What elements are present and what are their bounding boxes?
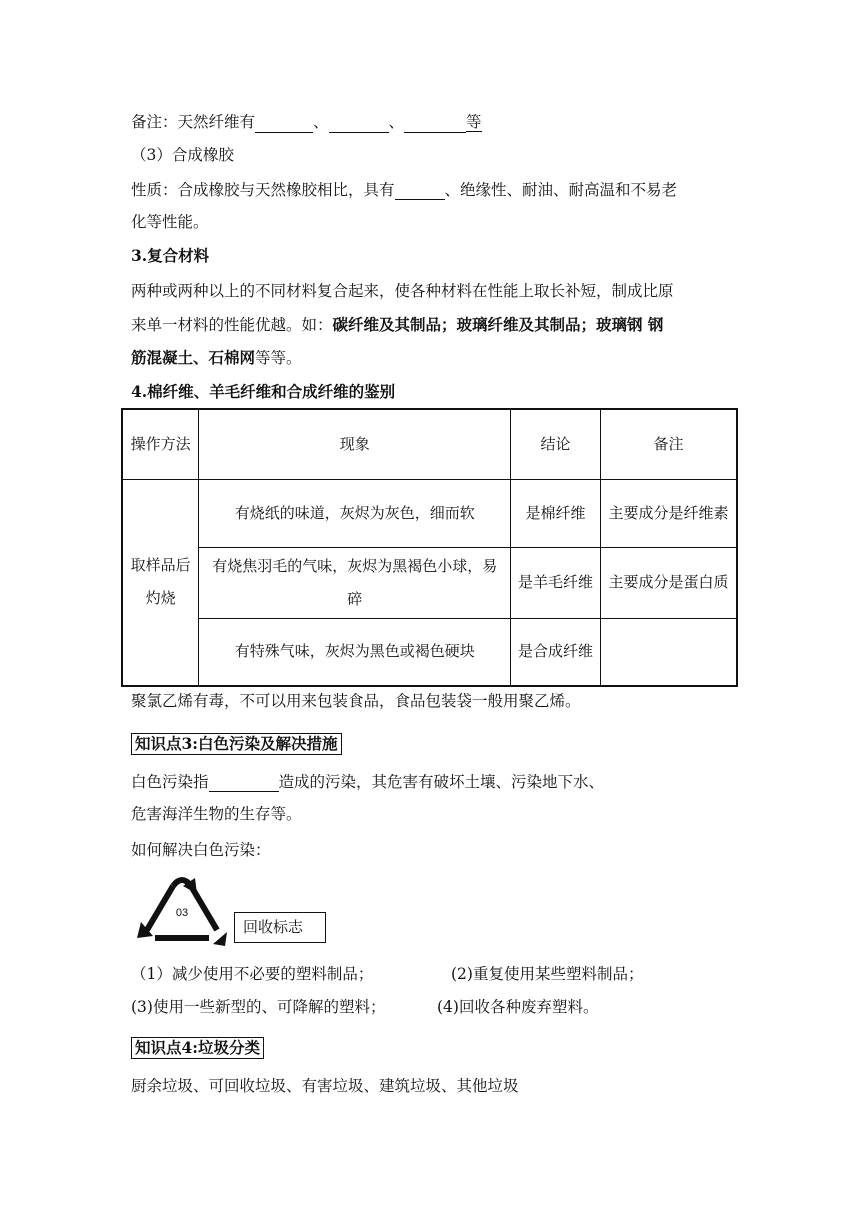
rubber-prop-b: 、绝缘性、耐油、耐高温和不易老 xyxy=(444,181,678,199)
phenomenon-cell: 有烧焦羽毛的气味，灰烬为黑褐色小球，易碎 xyxy=(199,547,511,618)
note-cell: 主要成分是纤维素 xyxy=(600,479,737,547)
garbage-categories: 厨余垃圾、可回收垃圾、有害垃圾、建筑垃圾、其他垃圾 xyxy=(131,1077,519,1095)
measures-row-1 xyxy=(131,964,373,984)
rubber-property-line-2: 化等性能。 xyxy=(131,213,209,231)
notes-line xyxy=(131,112,482,133)
composite-line-2-plain: 来单一材料的性能优越。如： xyxy=(131,316,333,334)
identification-heading: 4.棉纤维、羊毛纤维和合成纤维的鉴别 xyxy=(131,382,396,401)
knowledge-point-3-label: 知识点3:白色污染及解决措施 xyxy=(131,733,342,755)
knowledge-point-3-badge xyxy=(131,733,342,755)
white-pollution-how: 如何解决白色污染： xyxy=(131,841,271,859)
measure-2: (2)重复使用某些塑料制品； xyxy=(451,965,644,983)
pvc-note: 聚氯乙烯有毒，不可以用来包装食品，食品包装袋一般用聚乙烯。 xyxy=(131,692,581,710)
rubber-prop-a: 性质：合成橡胶与天然橡胶相比，具有 xyxy=(131,181,395,199)
blank-elasticity xyxy=(395,183,445,200)
phenomenon-cell: 有烧纸的味道，灰烬为灰色，细而软 xyxy=(199,479,511,547)
composite-line-1: 两种或两种以上的不同材料复合起来，使各种材料在性能上取长补短，制成比原 xyxy=(131,282,674,300)
note-cell: 主要成分是蛋白质 xyxy=(600,547,737,618)
blank-fiber-2 xyxy=(329,116,389,133)
composite-line-2 xyxy=(131,315,663,335)
blank-fiber-1 xyxy=(255,116,313,133)
conclusion-cell: 是合成纤维 xyxy=(511,618,601,686)
header-conclusion: 结论 xyxy=(511,409,601,479)
white-pollution-line-1 xyxy=(131,772,604,792)
blank-fiber-3 xyxy=(404,116,466,133)
composite-line-3-plain: 等等。 xyxy=(255,349,302,367)
blank-pollution-source xyxy=(209,775,279,792)
table-header-row xyxy=(122,409,737,479)
recycle-symbol xyxy=(133,872,231,946)
header-method: 操作方法 xyxy=(122,409,199,479)
composite-examples-2: 筋混凝土、石棉网 xyxy=(131,348,256,367)
white-pollution-line-2: 危害海洋生物的生存等。 xyxy=(131,805,302,823)
measure-3: (3)使用一些新型的、可降解的塑料； xyxy=(131,998,386,1016)
header-phenomenon: 现象 xyxy=(199,409,511,479)
white-pollution-def-a: 白色污染指 xyxy=(131,773,209,791)
recycle-label-box: 回收标志 xyxy=(234,912,326,943)
notes-sep-2: 、 xyxy=(388,113,405,131)
rubber-property-line-1 xyxy=(131,180,677,200)
note-cell xyxy=(600,618,737,686)
notes-prefix: 备注：天然纤维有 xyxy=(131,113,256,131)
conclusion-cell: 是棉纤维 xyxy=(511,479,601,547)
conclusion-cell: 是羊毛纤维 xyxy=(511,547,601,618)
notes-suffix: 等 xyxy=(466,113,482,131)
composite-examples-1: 碳纤维及其制品；玻璃纤维及其制品；玻璃钢 钢 xyxy=(332,315,664,334)
fiber-identification-table xyxy=(121,408,738,687)
measure-4: (4)回收各种废弃塑料。 xyxy=(437,998,599,1016)
measure-1: （1）减少使用不必要的塑料制品； xyxy=(131,965,374,983)
table-row xyxy=(122,618,737,686)
method-cell: 取样品后灼烧 xyxy=(122,479,199,686)
recycle-arrow-left xyxy=(147,886,173,930)
recycle-number: 03 xyxy=(175,907,189,919)
phenomenon-cell: 有特殊气味，灰烬为黑色或褐色硬块 xyxy=(199,618,511,686)
composite-heading: 3.复合材料 xyxy=(131,246,210,265)
knowledge-point-4-label: 知识点4:垃圾分类 xyxy=(131,1037,264,1059)
recycle-arrowhead-right xyxy=(213,932,227,946)
knowledge-point-4-badge xyxy=(131,1037,264,1059)
composite-line-3 xyxy=(131,348,302,368)
rubber-heading: （3）合成橡胶 xyxy=(131,146,234,164)
table-row xyxy=(122,547,737,618)
table-row xyxy=(122,479,737,547)
recycle-triangle-icon xyxy=(133,872,231,946)
header-note: 备注 xyxy=(600,409,737,479)
notes-sep-1: 、 xyxy=(313,113,329,131)
white-pollution-def-b: 造成的污染，其危害有破坏土壤、污染地下水、 xyxy=(278,773,605,791)
